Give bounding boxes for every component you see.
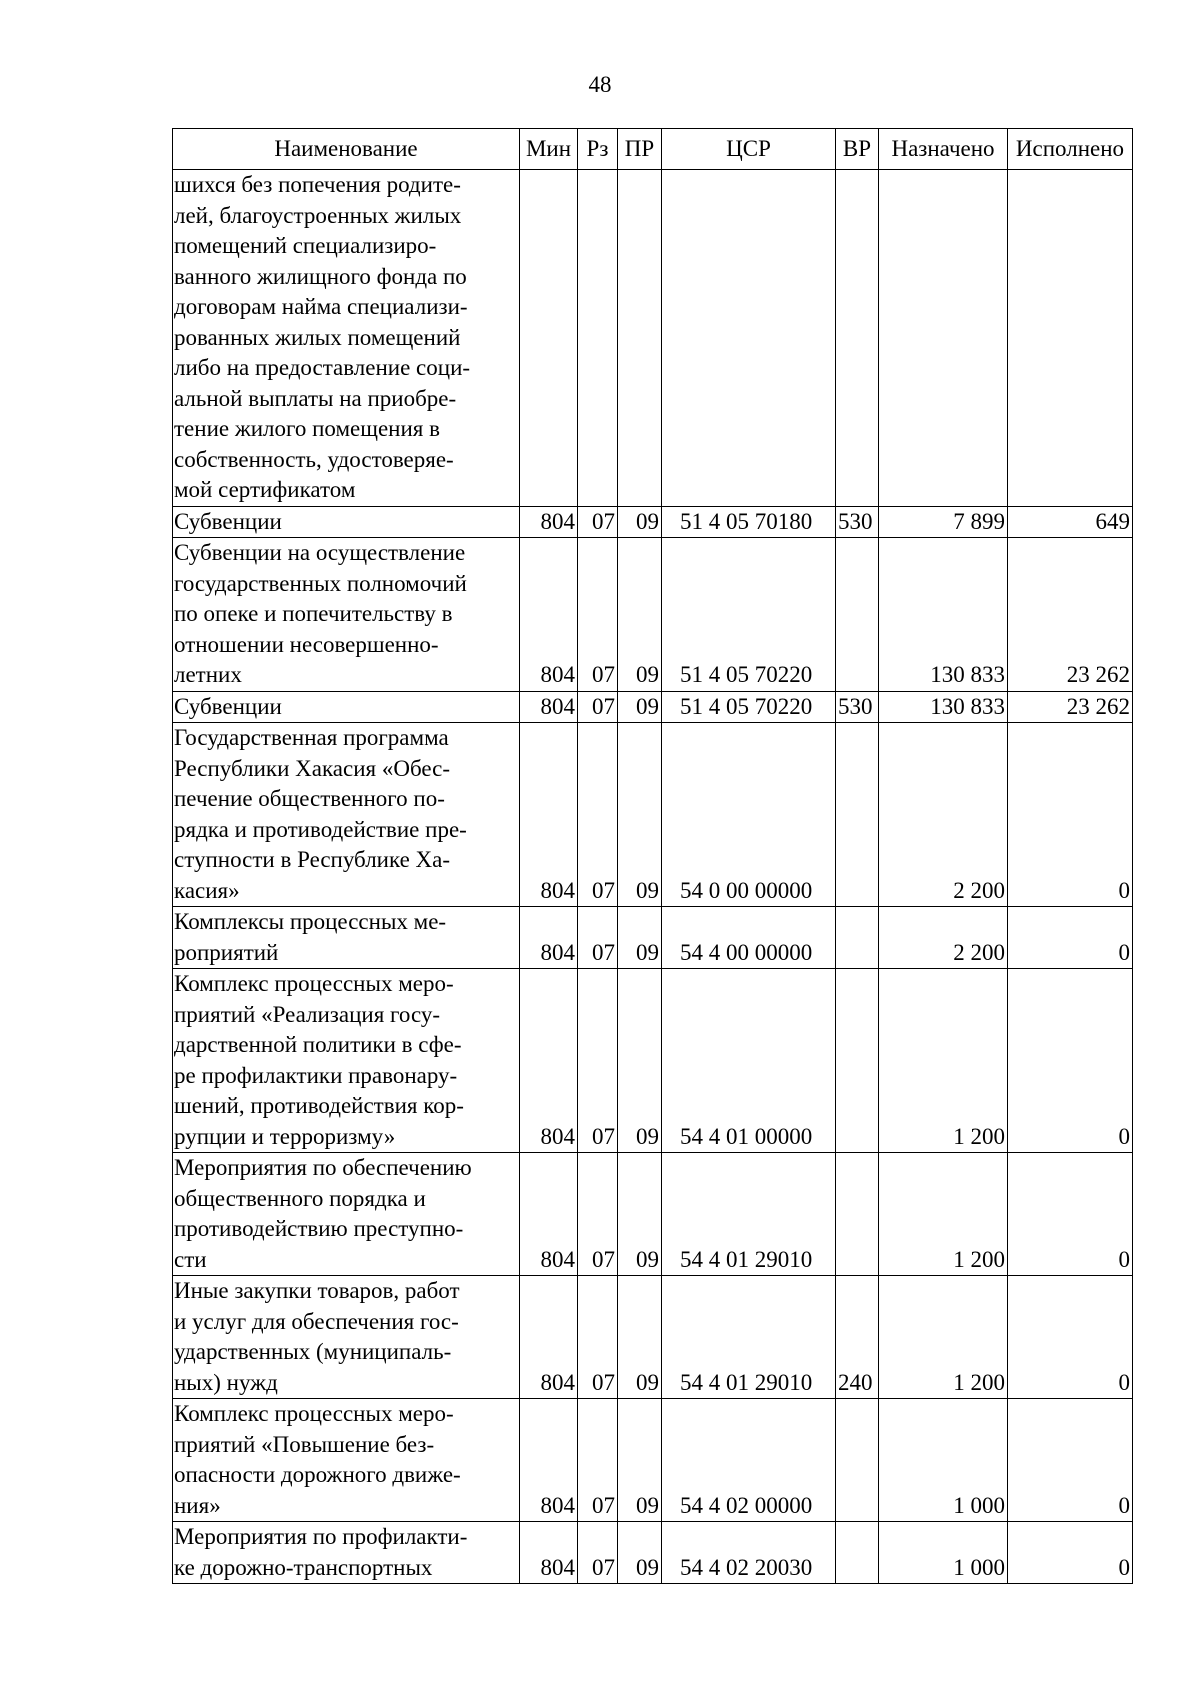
table-row: [173, 691, 1133, 723]
cell-min: 804: [520, 723, 578, 907]
cell-csr: 51 4 05 70220: [662, 691, 836, 723]
table-row: [173, 1276, 1133, 1399]
header-assigned: Назначено: [879, 129, 1008, 170]
cell-executed: 0: [1008, 1522, 1133, 1584]
cell-executed: 0: [1008, 969, 1133, 1153]
cell-csr: 54 4 02 00000: [662, 1399, 836, 1522]
cell-pr: 09: [618, 1153, 662, 1276]
cell-name: Субвенции: [173, 506, 520, 538]
header-executed: Исполнено: [1008, 129, 1133, 170]
cell-csr: 54 4 01 29010: [662, 1153, 836, 1276]
cell-pr: 09: [618, 691, 662, 723]
header-rz: Рз: [578, 129, 618, 170]
header-csr: ЦСР: [662, 129, 836, 170]
table-row: [173, 723, 1133, 907]
table-row: [173, 969, 1133, 1153]
cell-csr: [662, 170, 836, 507]
cell-vr: 240: [836, 1276, 879, 1399]
table-row: [173, 170, 1133, 507]
header-min: Мин: [520, 129, 578, 170]
cell-name: Мероприятия по профилакти- ке дорожно-транспортных: [173, 1522, 520, 1584]
cell-min: 804: [520, 907, 578, 969]
cell-name: Государственная программа Республики Хакасия «Обес- печение общественного по- рядка и противодействие пре- ступности в Республике Ха- касия»: [173, 723, 520, 907]
page-number: 48: [588, 72, 612, 97]
cell-pr: 09: [618, 723, 662, 907]
cell-pr: 09: [618, 506, 662, 538]
cell-assigned: 1 200: [879, 1153, 1008, 1276]
cell-csr: 54 4 02 20030: [662, 1522, 836, 1584]
cell-name: Иные закупки товаров, работ и услуг для обеспечения гос- ударственных (муниципаль- ных) нужд: [173, 1276, 520, 1399]
cell-name: Субвенции: [173, 691, 520, 723]
cell-executed: 0: [1008, 723, 1133, 907]
cell-vr: [836, 1522, 879, 1584]
table-row: [173, 538, 1133, 692]
cell-name: Мероприятия по обеспечению общественного порядка и противодействию преступно- сти: [173, 1153, 520, 1276]
cell-assigned: 1 000: [879, 1522, 1008, 1584]
cell-pr: 09: [618, 1399, 662, 1522]
cell-rz: 07: [578, 723, 618, 907]
cell-rz: 07: [578, 1153, 618, 1276]
cell-executed: [1008, 170, 1133, 507]
cell-assigned: [879, 170, 1008, 507]
budget-table: [172, 128, 1133, 1584]
table-row: [173, 1522, 1133, 1584]
cell-executed: 649: [1008, 506, 1133, 538]
cell-vr: [836, 907, 879, 969]
cell-rz: 07: [578, 691, 618, 723]
cell-vr: [836, 1153, 879, 1276]
header-vr: ВР: [836, 129, 879, 170]
cell-csr: 54 4 01 29010: [662, 1276, 836, 1399]
cell-executed: 23 262: [1008, 538, 1133, 692]
header-name: Наименование: [173, 129, 520, 170]
cell-name: шихся без попечения родите- лей, благоустроенных жилых помещений специализиро- ванного жилищного фонда по договорам найма специализи- рованных жилых помещений либо на предоставление соци- альной выплаты на приобре- тение жилого помещения в собственность, удостоверяе- мой сертификатом: [173, 170, 520, 507]
cell-assigned: 1 000: [879, 1399, 1008, 1522]
table-row: [173, 506, 1133, 538]
cell-name: Комплекс процессных меро- приятий «Повышение без- опасности дорожного движе- ния»: [173, 1399, 520, 1522]
cell-executed: 0: [1008, 1153, 1133, 1276]
table-row: [173, 907, 1133, 969]
table-row: [173, 1399, 1133, 1522]
cell-assigned: 130 833: [879, 691, 1008, 723]
cell-rz: 07: [578, 1522, 618, 1584]
cell-min: 804: [520, 538, 578, 692]
cell-csr: 54 4 00 00000: [662, 907, 836, 969]
cell-vr: [836, 969, 879, 1153]
cell-rz: 07: [578, 538, 618, 692]
cell-name: Субвенции на осуществление государственных полномочий по опеке и попечительству в отношении несовершенно- летних: [173, 538, 520, 692]
cell-assigned: 2 200: [879, 723, 1008, 907]
cell-executed: 0: [1008, 907, 1133, 969]
cell-pr: [618, 170, 662, 507]
cell-vr: 530: [836, 691, 879, 723]
table-header-row: [173, 129, 1133, 170]
cell-rz: 07: [578, 969, 618, 1153]
cell-vr: [836, 723, 879, 907]
cell-csr: 54 0 00 00000: [662, 723, 836, 907]
cell-pr: 09: [618, 538, 662, 692]
cell-rz: 07: [578, 1399, 618, 1522]
cell-rz: 07: [578, 907, 618, 969]
cell-executed: 0: [1008, 1276, 1133, 1399]
cell-assigned: 1 200: [879, 969, 1008, 1153]
cell-pr: 09: [618, 1276, 662, 1399]
cell-vr: [836, 538, 879, 692]
cell-min: 804: [520, 969, 578, 1153]
cell-min: 804: [520, 1153, 578, 1276]
cell-executed: 23 262: [1008, 691, 1133, 723]
cell-pr: 09: [618, 907, 662, 969]
cell-min: [520, 170, 578, 507]
cell-vr: 530: [836, 506, 879, 538]
cell-vr: [836, 1399, 879, 1522]
cell-csr: 54 4 01 00000: [662, 969, 836, 1153]
cell-assigned: 130 833: [879, 538, 1008, 692]
cell-assigned: 7 899: [879, 506, 1008, 538]
cell-assigned: 2 200: [879, 907, 1008, 969]
header-pr: ПР: [618, 129, 662, 170]
cell-rz: 07: [578, 1276, 618, 1399]
cell-min: 804: [520, 1276, 578, 1399]
cell-rz: 07: [578, 506, 618, 538]
cell-min: 804: [520, 1399, 578, 1522]
cell-min: 804: [520, 691, 578, 723]
cell-rz: [578, 170, 618, 507]
cell-assigned: 1 200: [879, 1276, 1008, 1399]
cell-vr: [836, 170, 879, 507]
cell-name: Комплекс процессных меро- приятий «Реализация госу- дарственной политики в сфе- ре профилактики правонару- шений, противодействия кор- рупции и терроризму»: [173, 969, 520, 1153]
cell-name: Комплексы процессных ме- роприятий: [173, 907, 520, 969]
table-row: [173, 1153, 1133, 1276]
cell-executed: 0: [1008, 1399, 1133, 1522]
cell-pr: 09: [618, 1522, 662, 1584]
cell-csr: 51 4 05 70180: [662, 506, 836, 538]
cell-min: 804: [520, 506, 578, 538]
cell-min: 804: [520, 1522, 578, 1584]
cell-csr: 51 4 05 70220: [662, 538, 836, 692]
cell-pr: 09: [618, 969, 662, 1153]
